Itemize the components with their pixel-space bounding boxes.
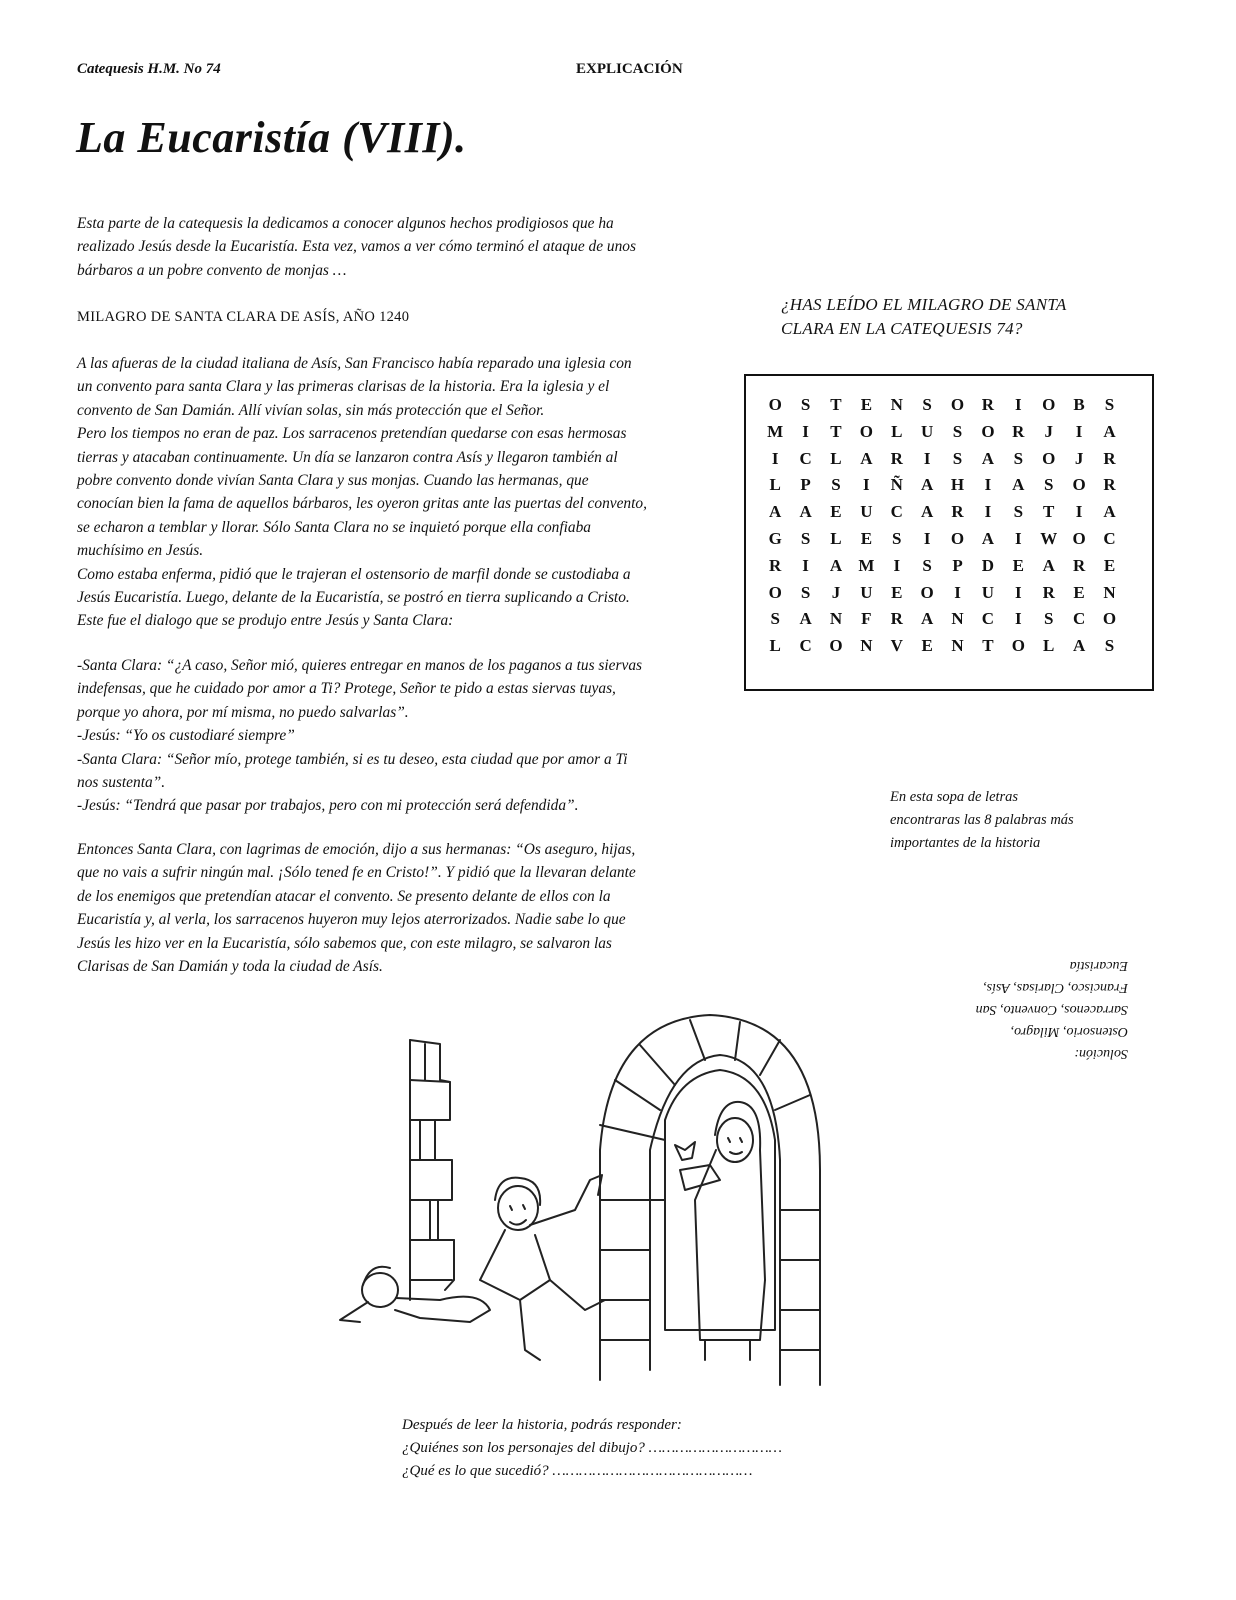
grid-letter: I bbox=[1075, 502, 1083, 522]
grid-letter: S bbox=[952, 448, 963, 468]
grid-letter: E bbox=[830, 502, 842, 522]
grid-letter: O bbox=[1042, 448, 1056, 468]
grid-letter: A bbox=[921, 502, 934, 522]
text-line: encontraras las 8 palabras más bbox=[890, 812, 1074, 828]
grid-letter: A bbox=[1012, 475, 1025, 495]
grid-letter: T bbox=[830, 421, 842, 441]
grid-letter: N bbox=[951, 609, 964, 629]
fleeing-man-drawing bbox=[480, 1175, 605, 1360]
grid-letter: J bbox=[1074, 448, 1084, 468]
grid-letter: U bbox=[921, 421, 934, 441]
grid-letter: N bbox=[860, 636, 873, 656]
grid-letter: I bbox=[923, 448, 931, 468]
grid-letter: O bbox=[950, 395, 965, 414]
grid-letter: C bbox=[799, 636, 812, 656]
grid-letter: O bbox=[950, 528, 965, 548]
grid-letter: O bbox=[920, 582, 934, 602]
intro-paragraph bbox=[77, 212, 717, 282]
story-subtitle: MILAGRO DE SANTA CLARA DE ASÍS, AÑO 1240 bbox=[77, 309, 410, 325]
text-line: Después de leer la historia, podrás responder: bbox=[402, 1417, 682, 1433]
text-line: Eucaristía bbox=[1069, 958, 1128, 973]
text-line: pobre convento donde vivían Santa Clara y sus monjas. Cuando las hermanas, que bbox=[77, 472, 589, 490]
grid-letter: R bbox=[1103, 448, 1116, 468]
grid-letter: A bbox=[981, 448, 995, 468]
grid-letter: Ñ bbox=[890, 475, 903, 495]
grid-letter: S bbox=[831, 475, 841, 495]
grid-letter: I bbox=[771, 448, 779, 468]
text-line: convento de San Damián. Allí vivían solas, sin más protección que el Señor. bbox=[77, 401, 545, 419]
text-line: un convento para santa Clara y las primeras clarisas de la historia. Era la iglesia y el bbox=[77, 378, 610, 396]
grid-letter: I bbox=[1015, 395, 1022, 414]
text-line: Esta parte de la catequesis la dedicamos a conocer algunos hechos prodigiosos que ha bbox=[77, 215, 614, 232]
text-line: A las afueras de la ciudad italiana de Asís, San Francisco había reparado una iglesia con bbox=[77, 355, 632, 372]
grid-letter: P bbox=[800, 475, 811, 495]
text-line: porque yo ahora, por mí misma, no puedo salvarlas”. bbox=[77, 703, 409, 721]
grid-letter: I bbox=[802, 421, 809, 441]
grid-row bbox=[760, 472, 1125, 499]
grid-letter: O bbox=[768, 582, 782, 602]
upside-down-solution bbox=[928, 954, 1128, 1064]
text-line: En esta sopa de letras bbox=[890, 789, 1019, 805]
grid-letter: O bbox=[1011, 636, 1025, 656]
text-line: Solución: bbox=[1074, 1046, 1128, 1061]
grid-row bbox=[760, 633, 1125, 660]
grid-letter: R bbox=[1042, 582, 1055, 602]
word-search-note bbox=[890, 786, 1150, 855]
word-search-question bbox=[781, 293, 1141, 341]
grid-letter: T bbox=[830, 395, 842, 414]
grid-row bbox=[760, 526, 1125, 553]
grid-letter: C bbox=[890, 502, 903, 522]
grid-letter: R bbox=[890, 609, 903, 629]
text-line: ¿Quiénes son los personajes del dibujo? ………………………… bbox=[402, 1440, 783, 1456]
grid-letter: I bbox=[984, 502, 992, 522]
text-line: Eucaristía y, al verla, los sarracenos huyeron muy lejos aterrorizados. Nadie sabe lo que bbox=[77, 911, 626, 929]
grid-letter: O bbox=[1072, 475, 1086, 495]
grid-letter: L bbox=[830, 528, 842, 548]
text-line: Pero los tiempos no eran de paz. Los sarracenos pretendían quedarse con esas hermosas bbox=[77, 425, 627, 443]
grid-letter: A bbox=[829, 555, 843, 575]
grid-letter: C bbox=[799, 448, 812, 468]
grid-letter: C bbox=[981, 609, 995, 629]
text-line: ¿HAS LEÍDO EL MILAGRO DE SANTA bbox=[781, 295, 1067, 314]
grid-letter: O bbox=[1042, 395, 1056, 414]
grid-letter: S bbox=[1043, 609, 1054, 629]
text-line: realizado Jesús desde la Eucaristía. Esta vez, vamos a ver cómo terminó el ataque de unos bbox=[77, 238, 636, 256]
grid-letter: A bbox=[921, 609, 934, 629]
grid-letter: O bbox=[768, 395, 782, 414]
grid-letter: C bbox=[1072, 609, 1086, 629]
text-line: -Santa Clara: “Señor mío, protege también, si es tu deseo, esta ciudad que por amor a Ti bbox=[77, 750, 628, 768]
grid-letter: U bbox=[860, 502, 873, 522]
grid-letter: E bbox=[1012, 555, 1024, 575]
grid-letter: R bbox=[1103, 475, 1116, 495]
text-line: importantes de la historia bbox=[890, 835, 1041, 851]
saint-clare-drawing bbox=[675, 1102, 765, 1360]
grid-letter: S bbox=[922, 395, 932, 414]
grid-row bbox=[760, 446, 1125, 473]
text-line: Como estaba enferma, pidió que le trajeran el ostensorio de marfil donde se custodiaba a bbox=[77, 565, 631, 583]
text-line: Jesús Eucaristía. Luego, delante de la Eucaristía, se postró en tierra suplicando a Cristo. bbox=[77, 589, 630, 607]
grid-letter: S bbox=[952, 421, 963, 441]
ending-paragraph bbox=[77, 838, 717, 978]
text-line: Sarracenos, Convento, San bbox=[975, 1002, 1128, 1017]
grid-letter: O bbox=[1072, 528, 1086, 548]
grid-letter: G bbox=[768, 528, 782, 548]
page-title: La Eucaristía (VIII). bbox=[76, 113, 467, 162]
grid-letter: L bbox=[1043, 636, 1055, 656]
text-line: -Jesús: “Yo os custodiaré siempre” bbox=[77, 727, 295, 745]
grid-letter: I bbox=[863, 475, 870, 495]
grid-letter: A bbox=[981, 528, 995, 548]
grid-row bbox=[760, 553, 1125, 580]
grid-letter: U bbox=[860, 582, 873, 602]
grid-letter: S bbox=[1104, 636, 1115, 656]
grid-letter: E bbox=[891, 582, 903, 602]
grid-letter: V bbox=[890, 636, 903, 656]
grid-letter: O bbox=[859, 421, 873, 441]
grid-letter: B bbox=[1073, 395, 1085, 414]
left-wall-drawing bbox=[410, 1040, 454, 1300]
questions-block bbox=[402, 1414, 882, 1483]
fallen-man-drawing bbox=[340, 1267, 490, 1322]
grid-letter: E bbox=[860, 528, 873, 548]
header-left: Catequesis H.M. No 74 bbox=[77, 61, 221, 77]
text-line: de los enemigos que pretendían atacar el convento. Se presento delante de ellos con la bbox=[77, 887, 611, 905]
grid-letter: O bbox=[1102, 609, 1117, 629]
text-line: Francisco, Clarisas, Asís, bbox=[983, 980, 1128, 995]
grid-letter: A bbox=[1042, 555, 1055, 575]
grid-row bbox=[760, 499, 1125, 526]
grid-letter: S bbox=[1104, 395, 1115, 414]
text-line: Entonces Santa Clara, con lagrimas de emoción, dijo a sus hermanas: “Os aseguro, hijas, bbox=[77, 841, 636, 858]
convent-illustration bbox=[320, 1000, 910, 1400]
text-line: conocían bien la fama de aquellos bárbaros, les oyeron gritas ante las puertas del convento, bbox=[77, 495, 647, 513]
text-line: muchísimo en Jesús. bbox=[77, 542, 204, 560]
text-line: Este fue el dialogo que se produjo entre Jesús y Santa Clara: bbox=[77, 612, 454, 630]
grid-letter: R bbox=[1012, 421, 1025, 441]
text-line: Clarisas de San Damián y toda la ciudad de Asís. bbox=[77, 958, 383, 976]
header-right: EXPLICACIÓN bbox=[576, 61, 683, 77]
grid-letter: S bbox=[892, 528, 902, 548]
grid-letter: D bbox=[981, 555, 995, 575]
grid-letter: P bbox=[952, 555, 963, 575]
grid-letter: S bbox=[770, 609, 780, 629]
grid-letter: S bbox=[922, 555, 932, 575]
text-line: bárbaros a un pobre convento de monjas … bbox=[77, 261, 347, 279]
word-search-grid bbox=[760, 392, 1125, 660]
grid-row bbox=[760, 419, 1125, 446]
grid-letter: A bbox=[1072, 636, 1086, 656]
grid-letter: E bbox=[921, 636, 933, 656]
grid-letter: C bbox=[1103, 528, 1116, 548]
grid-letter: S bbox=[1013, 502, 1024, 522]
text-line: se echaron a temblar y llorar. Sólo Santa Clara no se inquietó porque ella confiaba bbox=[77, 518, 591, 536]
grid-row bbox=[760, 606, 1125, 633]
grid-letter: I bbox=[1015, 528, 1022, 548]
grid-letter: E bbox=[860, 395, 873, 414]
grid-letter: S bbox=[800, 582, 811, 602]
grid-letter: N bbox=[829, 609, 843, 629]
grid-letter: R bbox=[981, 395, 995, 414]
grid-letter: R bbox=[769, 555, 782, 575]
grid-letter: U bbox=[981, 582, 995, 602]
grid-letter: L bbox=[769, 636, 781, 656]
grid-letter: O bbox=[829, 636, 843, 656]
text-line: nos sustenta”. bbox=[77, 774, 166, 792]
grid-letter: A bbox=[799, 502, 812, 522]
grid-letter: I bbox=[923, 528, 931, 548]
grid-letter: N bbox=[1103, 582, 1116, 602]
grid-letter: I bbox=[954, 582, 961, 602]
grid-row bbox=[760, 392, 1125, 419]
grid-letter: E bbox=[1073, 582, 1085, 602]
stone-arch-drawing bbox=[600, 1015, 820, 1385]
text-line: ¿Qué es lo que sucedió? ……………………………………… bbox=[402, 1463, 753, 1479]
grid-letter: I bbox=[1075, 421, 1083, 441]
story-paragraph bbox=[77, 352, 717, 633]
grid-letter: A bbox=[860, 448, 873, 468]
grid-letter: I bbox=[802, 555, 809, 575]
grid-letter: S bbox=[1043, 475, 1054, 495]
grid-letter: F bbox=[861, 609, 872, 629]
grid-letter: S bbox=[800, 395, 811, 414]
text-line: Ostensorio, Milagro, bbox=[1010, 1024, 1128, 1039]
text-line: -Santa Clara: “¿A caso, Señor mió, quieres entregar en manos de los paganos a tus siervas bbox=[77, 657, 643, 674]
grid-letter: W bbox=[1040, 528, 1058, 548]
dialog-paragraph bbox=[77, 654, 717, 818]
text-line: Jesús les hizo ver en la Eucaristía, sólo sabemos que, con este milagro, se salvaron las bbox=[77, 934, 612, 952]
text-line: tierras y atacaban continuamente. Un día se lanzaron contra Asís y llegaron también al bbox=[77, 448, 618, 466]
grid-letter: S bbox=[1013, 448, 1024, 468]
grid-letter: I bbox=[984, 475, 992, 495]
grid-letter: N bbox=[951, 636, 964, 656]
word-search-box bbox=[744, 374, 1154, 691]
grid-letter: A bbox=[921, 475, 934, 495]
grid-letter: O bbox=[981, 421, 995, 441]
grid-letter: R bbox=[890, 448, 903, 468]
grid-letter: A bbox=[769, 502, 782, 522]
grid-letter: I bbox=[1015, 609, 1022, 629]
text-line: CLARA EN LA CATEQUESIS 74? bbox=[781, 319, 1023, 338]
grid-letter: I bbox=[893, 555, 901, 575]
grid-letter: L bbox=[769, 475, 781, 495]
text-line: -Jesús: “Tendrá que pasar por trabajos, pero con mi protección será defendida”. bbox=[77, 797, 579, 815]
grid-letter: E bbox=[1103, 555, 1116, 575]
grid-letter: M bbox=[767, 421, 784, 441]
grid-letter: L bbox=[830, 448, 842, 468]
grid-letter: R bbox=[951, 502, 964, 522]
grid-letter: J bbox=[1044, 421, 1053, 441]
grid-letter: N bbox=[890, 395, 903, 414]
text-line: indefensas, que he cuidado por amor a Ti? Protege, Señor te pido a estas siervas tuyas, bbox=[77, 680, 616, 698]
grid-letter: A bbox=[799, 609, 812, 629]
grid-letter: T bbox=[982, 636, 994, 656]
grid-letter: A bbox=[1103, 502, 1116, 522]
grid-letter: I bbox=[1015, 582, 1022, 602]
grid-letter: J bbox=[831, 582, 841, 602]
grid-letter: H bbox=[950, 475, 965, 495]
grid-row bbox=[760, 580, 1125, 607]
text-line: que no vais a sufrir ningún mal. ¡Sólo tened fe en Cristo!”. Y pidió que la llevaran delante bbox=[77, 864, 636, 882]
grid-letter: T bbox=[1043, 502, 1055, 522]
grid-letter: R bbox=[1072, 555, 1086, 575]
grid-letter: L bbox=[891, 421, 903, 441]
grid-letter: M bbox=[858, 555, 875, 575]
grid-letter: S bbox=[800, 528, 811, 548]
grid-letter: A bbox=[1103, 421, 1116, 441]
